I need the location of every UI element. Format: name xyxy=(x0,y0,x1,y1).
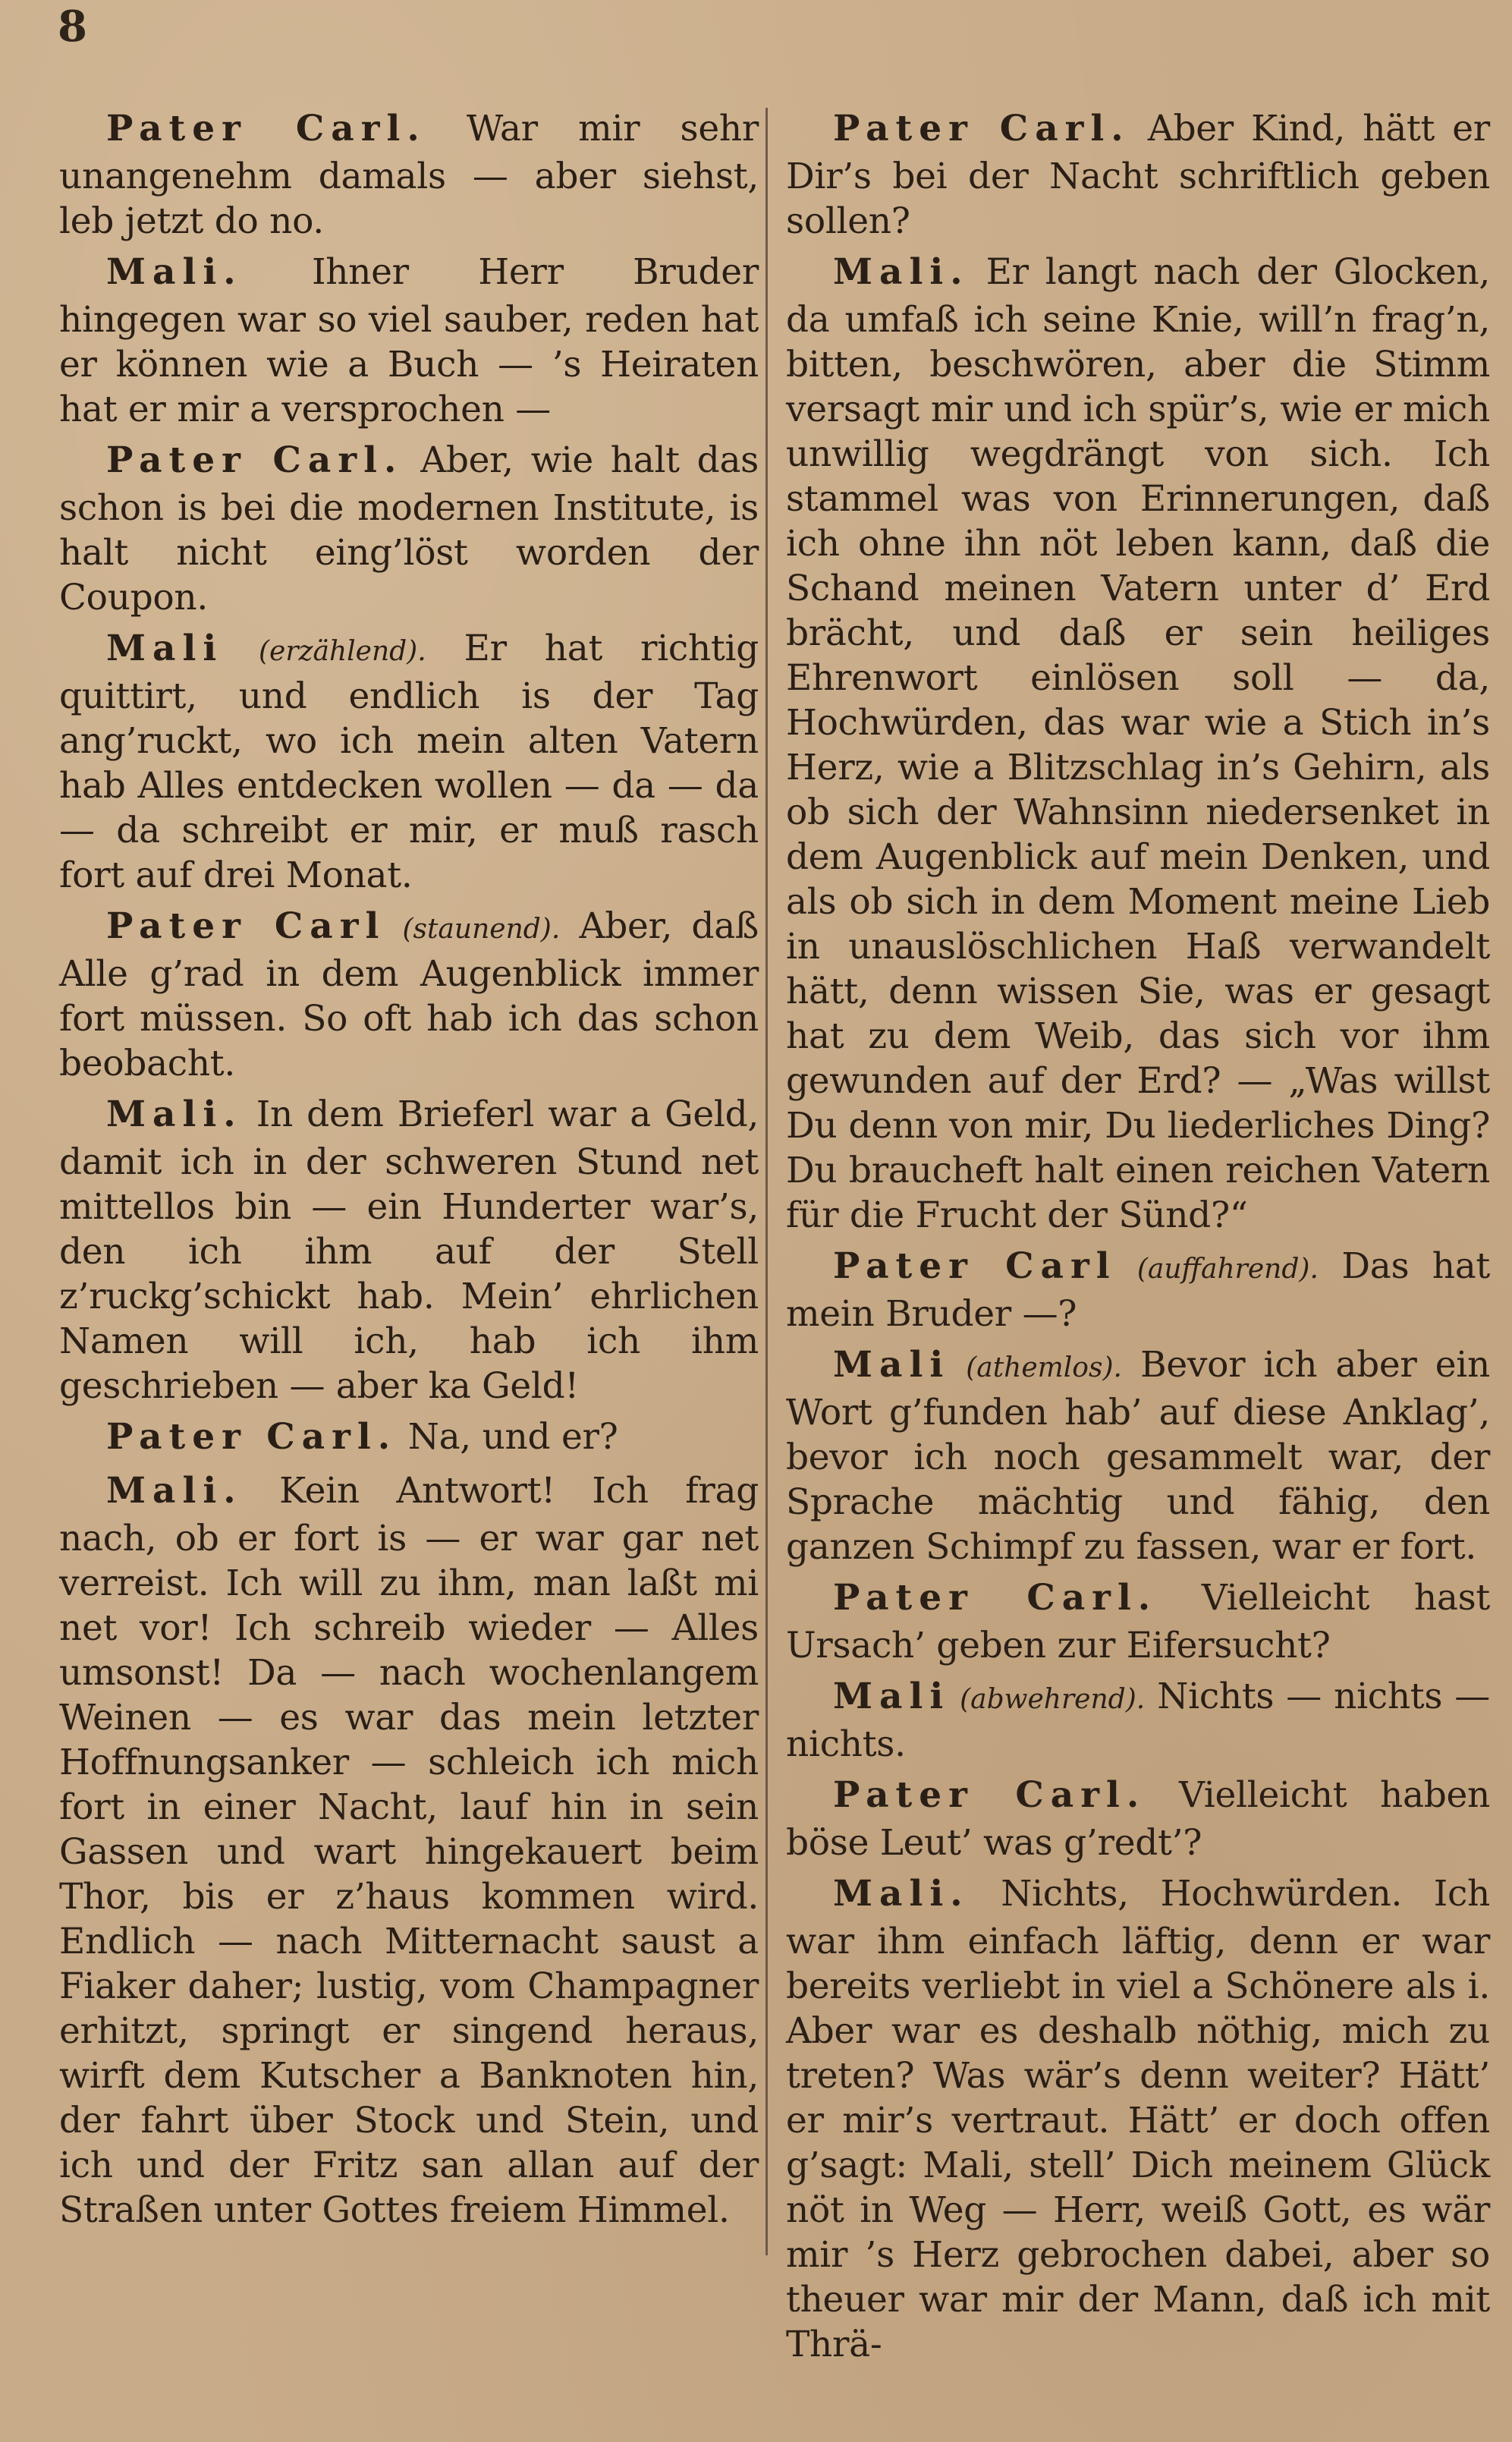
dialogue-paragraph xyxy=(786,1674,1490,1767)
dialogue-text: Vielleicht hast Ursach’ geben zur Eifersucht? xyxy=(786,1577,1490,1666)
right-column xyxy=(786,106,1490,2373)
stage-direction: (staunend). xyxy=(385,914,561,945)
speaker-name: Pater Carl. xyxy=(106,108,426,149)
dialogue-text: Nichts — nichts — nichts. xyxy=(786,1676,1490,1765)
dialogue-paragraph xyxy=(786,106,1490,244)
stage-direction: (auffahrend). xyxy=(1116,1254,1319,1285)
speaker-name: Mali. xyxy=(106,1470,243,1512)
dialogue-paragraph xyxy=(59,1092,759,1408)
dialogue-paragraph xyxy=(59,106,759,244)
dialogue-paragraph xyxy=(786,1342,1490,1569)
dialogue-text: Er langt nach der Glocken, da umfaß ich seine Knie, will’n frag’n, bitten, beschwören, aber die Stimm versagt mir und ich spür’s, wie er mich unwillig wegdrängt von sich. Ich stammel was von Erinnerungen, daß ich ohne ihn nöt leben kann, daß die Schand meinen Vatern unter d’ Erd brächt, und daß er sein heiliges Ehrenwort einlösen soll — da, Hochwürden, das war wie a Stich in’s Herz, wie a Blitzschlag in’s Gehirn, als ob sich der Wahnsinn niedersenket in dem Augenblick auf mein Denken, und als ob sich in dem Moment meine Lieb in unauslöschlichen Haß verwandelt hätt, denn wissen Sie, was er gesagt hat zu dem Weib, das sich vor ihm gewunden auf der Erd? — „Was willst Du denn von mir, Du liederliches Ding? Du braucheft halt einen reichen Vatern für die Frucht der Sünd?“ xyxy=(786,251,1490,1236)
dialogue-text: Aber, daß Alle g’rad in dem Augenblick immer fort müssen. So oft hab ich das schon beobacht. xyxy=(59,905,759,1084)
dialogue-text: Kein Antwort! Ich frag nach, ob er fort is — er war gar net verreist. Ich will zu ihm, man laßt mi net vor! Ich schreib wieder — Alles umsonst! Da — nach wochenlangem Weinen — es war das mein letzter Hoffnungsanker — schleich ich mich fort in einer Nacht, lauf hin in sein Gassen und wart hingekauert beim Thor, bis er z’haus kommen wird. Endlich — nach Mitternacht saust a Fiaker daher; lustig, vom Champagner erhitzt, springt er singend heraus, wirft dem Kutscher a Banknoten hin, der fahrt über Stock und Stein, und ich und der Fritz san allan auf der Straßen unter Gottes freiem Himmel. xyxy=(59,1470,759,2231)
dialogue-text: Er hat richtig quittirt, und endlich is der Tag ang’ruckt, wo ich mein alten Vatern hab Alles entdecken wollen — da — da — da schreibt er mir, er muß rasch fort auf drei Monat. xyxy=(59,628,759,896)
dialogue-text: In dem Brieferl war a Geld, damit ich in der schweren Stund net mittellos bin — ein Hunderter war’s, den ich ihm auf der Stell z’ruckg’schickt hab. Mein’ ehrlichen Namen will ich, hab ich ihm geschrieben — aber ka Geld! xyxy=(59,1094,759,1407)
dialogue-paragraph xyxy=(786,1575,1490,1668)
column-divider xyxy=(765,108,768,2255)
speaker-name: Mali. xyxy=(833,1873,970,1915)
speaker-name: Pater Carl xyxy=(833,1245,1117,1287)
speaker-name: Mali. xyxy=(106,1094,243,1135)
speaker-name: Pater Carl. xyxy=(833,1774,1146,1816)
page-number: 8 xyxy=(58,2,87,52)
speaker-name: Mali xyxy=(833,1344,951,1386)
dialogue-text: Ihner Herr Bruder hingegen war so viel sauber, reden hat er können wie a Buch — ’s Heiraten hat er mir a versprochen — xyxy=(59,251,759,430)
dialogue-paragraph xyxy=(59,904,759,1086)
stage-direction: (athemlos). xyxy=(950,1352,1122,1383)
dialogue-text: Aber, wie halt das schon is bei die modernen Institute, is halt nicht eing’löst worden der Coupon. xyxy=(59,439,759,618)
speaker-name: Pater Carl. xyxy=(106,439,404,481)
dialogue-paragraph xyxy=(59,626,759,898)
speaker-name: Mali. xyxy=(106,251,243,293)
dialogue-text: Na, und er? xyxy=(397,1416,618,1458)
speaker-name: Pater Carl. xyxy=(833,1577,1158,1619)
dialogue-paragraph xyxy=(59,1468,759,2233)
speaker-name: Mali xyxy=(106,628,224,669)
speaker-name: Mali. xyxy=(833,251,970,293)
dialogue-paragraph xyxy=(59,438,759,620)
left-column xyxy=(59,106,759,2239)
dialogue-text: Das hat mein Bruder —? xyxy=(786,1245,1491,1335)
speaker-name: Pater Carl. xyxy=(106,1416,398,1458)
speaker-name: Mali xyxy=(833,1676,951,1717)
stage-direction: (abwehrend). xyxy=(950,1684,1146,1715)
speaker-name: Pater Carl xyxy=(106,905,386,947)
dialogue-text: Nichts, Hochwürden. Ich war ihm einfach läftig, denn er war bereits verliebt in viel a Schönere als i. Aber war es deshalb nöthig, mich zu treten? Was wär’s denn weiter? Hätt’ er mir’s vertraut. Hätt’ er doch offen g’sagt: Mali, stell’ Dich meinem Glück nöt in Weg — Herr, weiß Gott, es wär mir ’s Herz gebrochen dabei, aber so theuer war mir der Mann, daß ich mit Thrä- xyxy=(786,1873,1490,2365)
dialogue-paragraph xyxy=(59,250,759,432)
dialogue-text: Vielleicht haben böse Leut’ was g’redt’? xyxy=(786,1774,1490,1864)
dialogue-text: Aber Kind, hätt er Dir’s bei der Nacht schriftlich geben sollen? xyxy=(786,108,1490,242)
stage-direction: (erzählend). xyxy=(223,636,426,667)
dialogue-paragraph xyxy=(786,1244,1490,1336)
speaker-name: Pater Carl. xyxy=(833,108,1130,149)
dialogue-paragraph xyxy=(786,250,1490,1238)
dialogue-text: Bevor ich aber ein Wort g’funden hab’ auf diese Anklag’, bevor ich noch gesammelt war, der Sprache mächtig und fähig, den ganzen Schimpf zu fassen, war er fort. xyxy=(786,1344,1490,1568)
dialogue-paragraph xyxy=(59,1415,759,1462)
dialogue-text: War mir sehr unangenehm damals — aber siehst, leb jetzt do no. xyxy=(59,108,759,242)
dialogue-paragraph xyxy=(786,1871,1490,2367)
dialogue-paragraph xyxy=(786,1773,1490,1865)
